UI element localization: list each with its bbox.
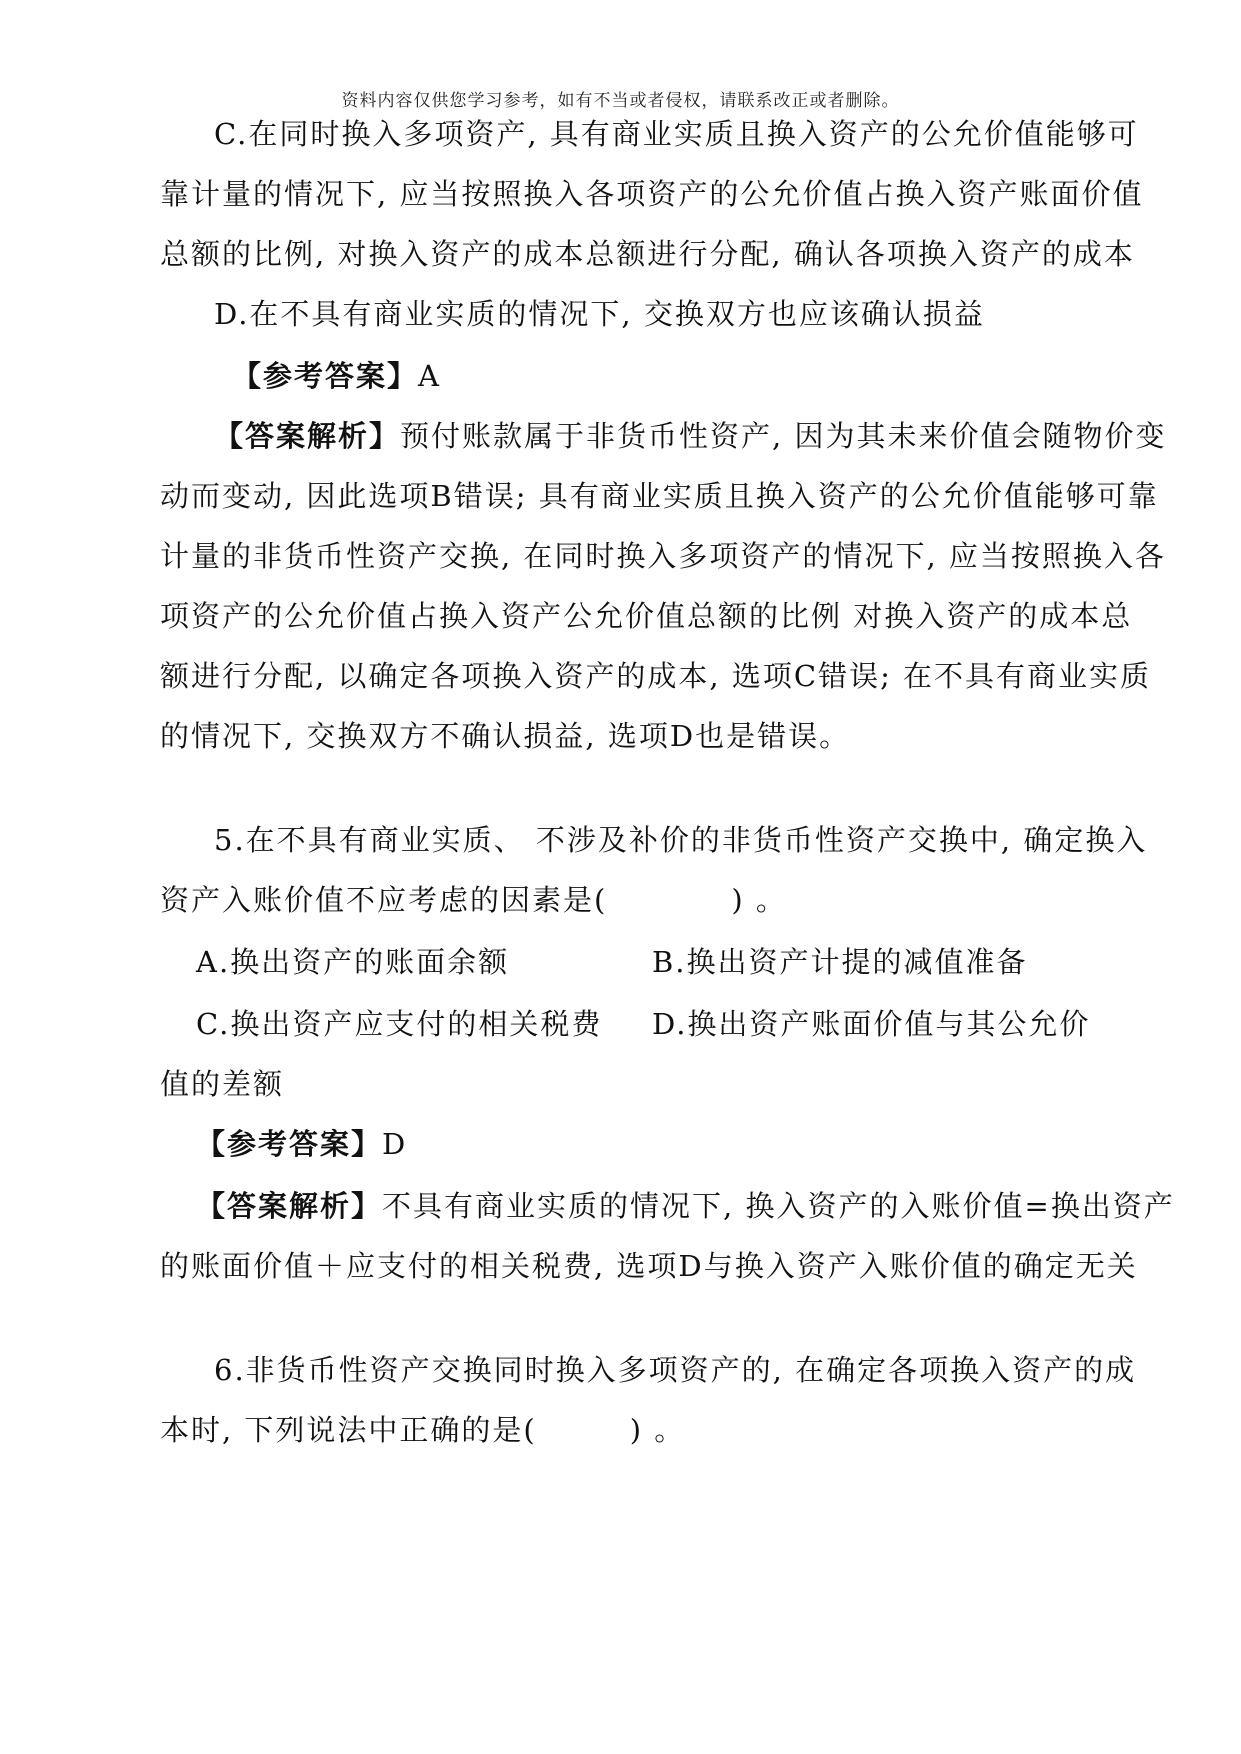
prev-option-d: D.在不具有商业实质的情况下, 交换双方也应该确认损益: [214, 297, 985, 331]
q5-stem-line-2: 资产入账价值不应考虑的因素是( ) 。: [160, 883, 787, 917]
prev-option-c-line-2: 靠计量的情况下, 应当按照换入各项资产的公允价值占换入资产账面价值: [160, 177, 1144, 211]
analysis-label: 【答案解析】: [196, 1189, 383, 1223]
q6-stem-line-1: 6.非货币性资产交换同时换入多项资产的, 在确定各项换入资产的成: [214, 1353, 1137, 1387]
q5-option-d: D.换出资产账面价值与其公允价: [652, 1007, 1091, 1041]
header-note: 资料内容仅供您学习参考，如有不当或者侵权，请联系改正或者删除。: [341, 91, 900, 111]
prev-option-c-line-1: C.在同时换入多项资产, 具有商业实质且换入资产的公允价值能够可: [214, 117, 1139, 151]
q5-answer: [196, 1127, 408, 1161]
prev-analysis-line-1: [214, 419, 1167, 453]
prev-analysis-line-3: 计量的非货币性资产交换, 在同时换入多项资产的情况下, 应当按照换入各: [160, 539, 1166, 573]
q5-option-d-cont: 值的差额: [160, 1067, 285, 1101]
answer-label: 【参考答案】: [196, 1127, 383, 1161]
analysis-label: 【答案解析】: [214, 419, 401, 453]
q5-option-b: B.换出资产计提的减值准备: [652, 945, 1028, 979]
answer-value: A: [418, 359, 441, 393]
analysis-text: 预付账款属于非货币性资产, 因为其未来价值会随物价变: [400, 419, 1167, 453]
prev-analysis-line-6: 的情况下, 交换双方不确认损益, 选项D也是错误。: [160, 719, 851, 753]
analysis-text: 不具有商业实质的情况下, 换入资产的入账价值=换出资产: [382, 1189, 1175, 1223]
q5-analysis-line-1: [196, 1189, 1175, 1223]
q5-option-a: A.换出资产的账面余额: [196, 945, 510, 979]
prev-analysis-line-4: 项资产的公允价值占换入资产公允价值总额的比例 对换入资产的成本总: [160, 599, 1133, 633]
q5-stem-line-1: 5.在不具有商业实质、 不涉及补价的非货币性资产交换中, 确定换入: [214, 823, 1148, 857]
q6-stem-line-2: 本时, 下列说法中正确的是( ) 。: [160, 1413, 686, 1447]
prev-answer: [232, 359, 441, 393]
answer-label: 【参考答案】: [232, 359, 419, 393]
prev-analysis-line-2: 动而变动, 因此选项B错误; 具有商业实质且换入资产的公允价值能够可靠: [160, 479, 1159, 513]
q5-analysis-line-2: 的账面价值＋应支付的相关税费, 选项D与换入资产入账价值的确定无关: [160, 1249, 1138, 1283]
prev-option-c-line-3: 总额的比例, 对换入资产的成本总额进行分配, 确认各项换入资产的成本: [160, 237, 1135, 271]
prev-analysis-line-5: 额进行分配, 以确定各项换入资产的成本, 选项C错误; 在不具有商业实质: [160, 659, 1152, 693]
answer-value: D: [382, 1127, 408, 1161]
q5-option-c: C.换出资产应支付的相关税费: [196, 1007, 603, 1041]
